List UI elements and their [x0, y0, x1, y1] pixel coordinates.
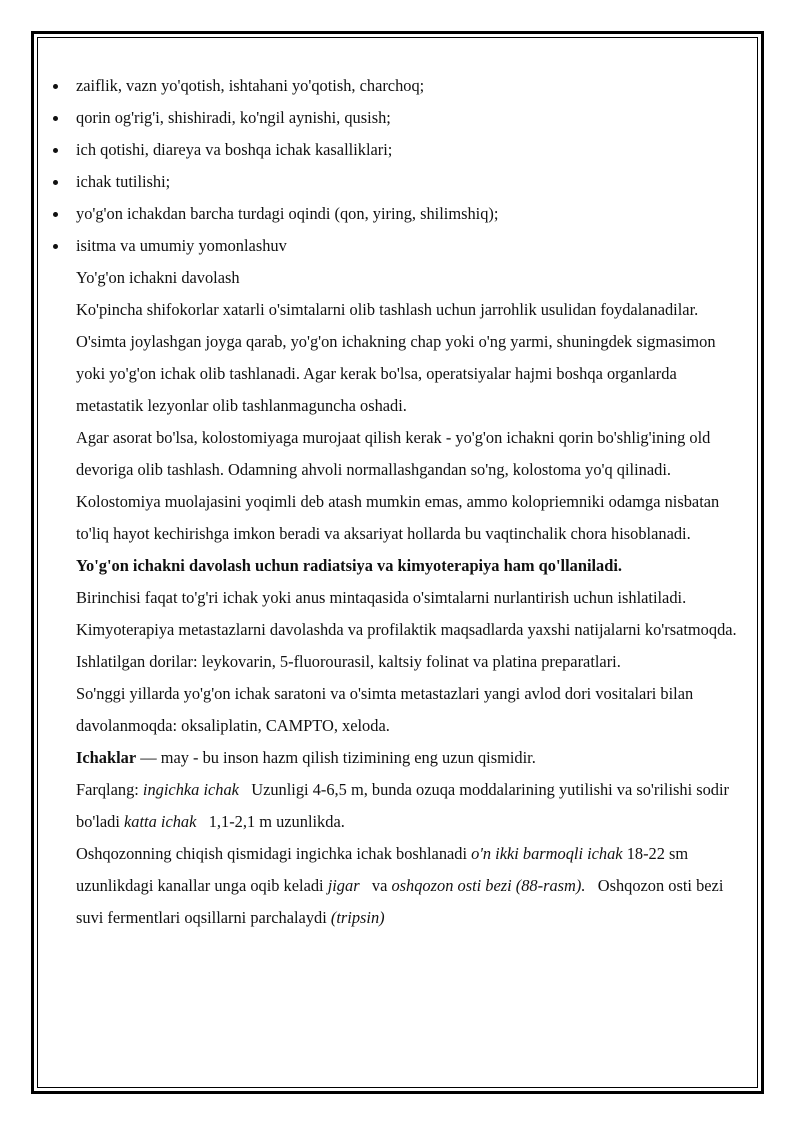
bullet-icon	[53, 84, 58, 89]
document-body	[52, 70, 742, 934]
list-item: ichak tutilishi;	[52, 166, 742, 198]
bold-heading: Yo'g'on ichakni davolash uchun radiatsiya va kimyoterapiya ham qo'llaniladi.	[76, 556, 623, 575]
bullet-icon	[53, 116, 58, 121]
paragraph-chemotherapy: Birinchisi faqat to'g'ri ichak yoki anus mintaqasida o'simtalarni nurlantirish uchun ishlatiladi. Kimyoterapiya metastazlarni davolashda va profilaktik maqsadlarda yaxshi natijalarni ko'rsatmoqda. Ishlatilgan dorilar: leykovarin, 5-fluorourasil, kaltsiy folinat va platina preparatlari.	[76, 588, 737, 671]
list-item: isitma va umumiy yomonlashuv	[52, 230, 742, 262]
bullet-icon	[53, 148, 58, 153]
symptom-list	[52, 70, 742, 262]
bullet-icon	[53, 212, 58, 217]
paragraph-distinguish: Farqlang: ingichka ichak Uzunligi 4-6,5 m, bunda ozuqa moddalarining yutilishi va so'rilishi sodir bo'ladi katta ichak 1,1-2,1 m uzunlikda.	[76, 780, 734, 831]
list-item: ich qotishi, diareya va boshqa ichak kasalliklari;	[52, 134, 742, 166]
paragraph-colostomy: Agar asorat bo'lsa, kolostomiyaga murojaat qilish kerak - yo'g'on ichakni qorin bo'shlig'ining old devoriga olib tashlash. Odamning ahvoli normallashgandan so'ng, kolostoma yo'q qilinadi. Kolostomiya muolajasini yoqimli deb atash mumkin emas, ammo kolopriemniki odamga nisbatan to'liq hayot kechirishga imkon beradi va aksariyat hollarda bu vaqtinchalik chora hisoblanadi.	[76, 428, 720, 543]
list-item: qorin og'rig'i, shishiradi, ko'ngil aynishi, qusish;	[52, 102, 742, 134]
section-title: Yo'g'on ichakni davolash	[76, 268, 240, 287]
paragraph-intestines: Ichaklar — may - bu inson hazm qilish tizimining eng uzun qismidir.	[76, 748, 536, 767]
paragraph-duodenum: Oshqozonning chiqish qismidagi ingichka ichak boshlanadi o'n ikki barmoqli ichak 18-22 sm uzunlikdagi kanallar unga oqib keladi jigar va oshqozon osti bezi (88-rasm). Oshqozon osti bezi suvi fermentlari oqsillarni parchalaydi (tripsin)	[76, 844, 728, 927]
paragraph-surgery: Ko'pincha shifokorlar xatarli o'simtalarni olib tashlash uchun jarrohlik usulidan foydalanadilar. O'simta joylashgan joyga qarab, yo'g'on ichakning chap yoki o'ng yarmi, shuningdek sigmasimon yoki yo'g'on ichak olib tashlanadi. Agar kerak bo'lsa, operatsiyalar hajmi boshqa organlarda metastatik lezyonlar olib tashlanmaguncha oshadi.	[76, 300, 716, 415]
list-item: yo'g'on ichakdan barcha turdagi oqindi (qon, yiring, shilimshiq);	[52, 198, 742, 230]
paragraph-new-drugs: So'nggi yillarda yo'g'on ichak saratoni va o'simta metastazlari yangi avlod dori vositalari bilan davolanmoqda: oksaliplatin, CAMPTO, xeloda.	[76, 684, 694, 735]
list-item: zaiflik, vazn yo'qotish, ishtahani yo'qotish, charchoq;	[52, 70, 742, 102]
bullet-icon	[53, 244, 58, 249]
bullet-icon	[53, 180, 58, 185]
